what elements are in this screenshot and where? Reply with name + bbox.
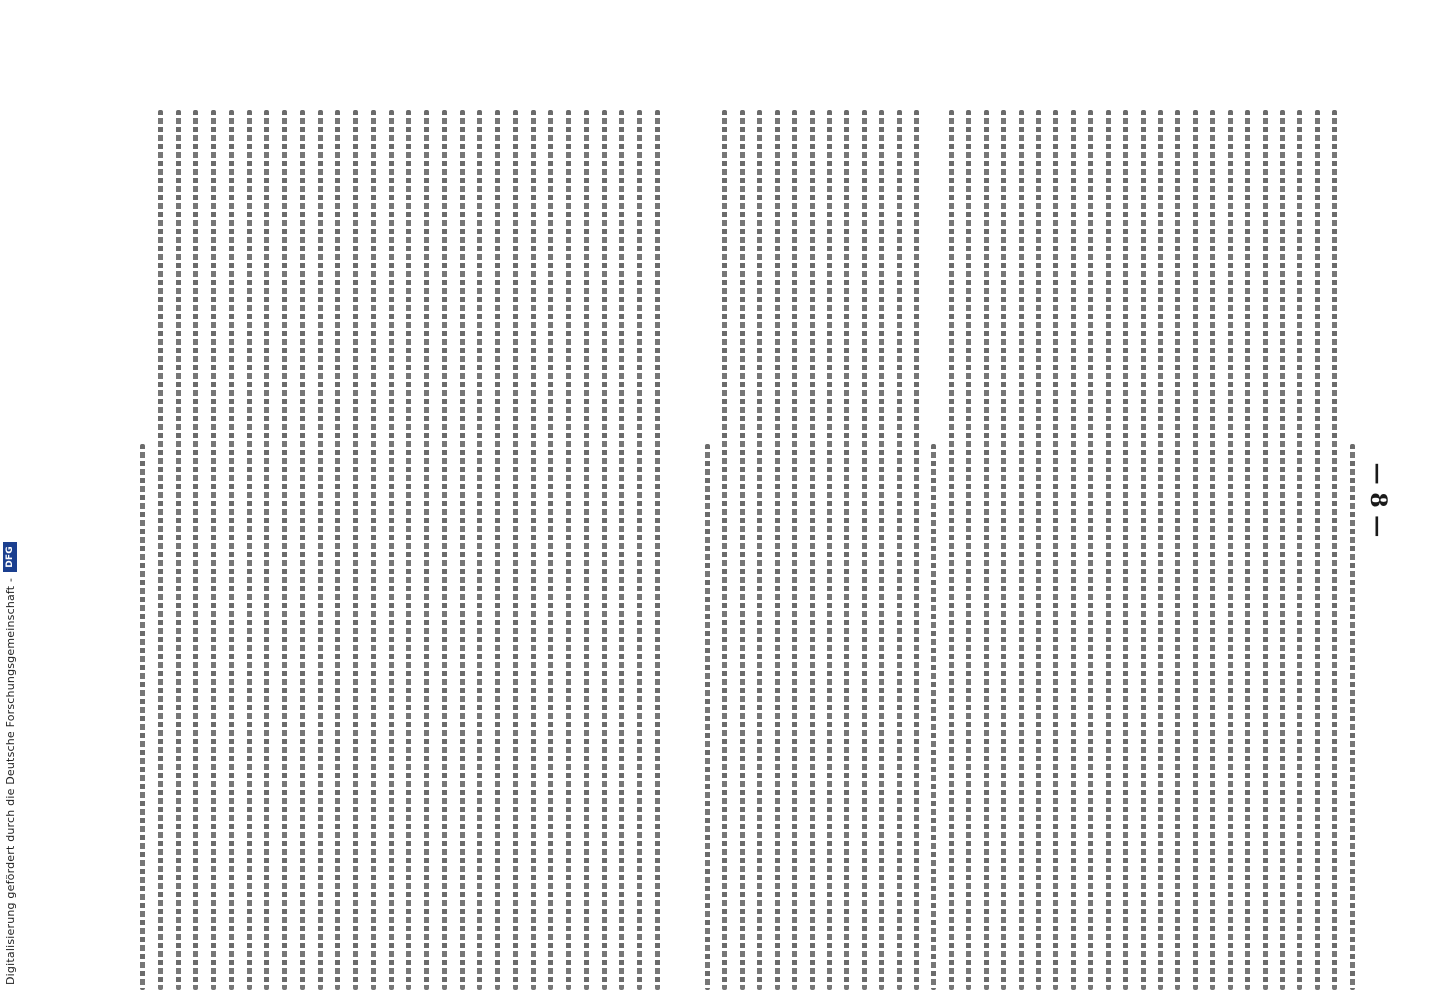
text-line	[176, 110, 181, 990]
text-line	[810, 110, 815, 990]
text-line	[531, 110, 536, 990]
text-line	[513, 110, 518, 990]
text-line	[931, 444, 936, 990]
text-line	[566, 110, 571, 990]
text-line	[879, 110, 884, 990]
text-line	[389, 110, 394, 990]
text-line	[371, 110, 376, 990]
text-line	[775, 110, 780, 990]
scanned-page	[60, 0, 1434, 1000]
text-line	[740, 110, 745, 990]
text-line	[1106, 110, 1111, 990]
text-line	[1001, 110, 1006, 990]
text-line	[862, 110, 867, 990]
text-line	[158, 110, 163, 990]
text-line	[335, 110, 340, 990]
text-line	[705, 444, 710, 990]
text-line	[655, 110, 660, 990]
text-line	[1332, 110, 1337, 990]
text-line	[1297, 110, 1302, 990]
text-line	[1245, 110, 1250, 990]
text-line	[584, 110, 589, 990]
text-line	[602, 110, 607, 990]
text-line	[897, 110, 902, 990]
text-line	[792, 110, 797, 990]
text-line	[140, 444, 145, 990]
text-line	[264, 110, 269, 990]
text-line	[966, 110, 971, 990]
text-line	[1315, 110, 1320, 990]
text-line	[1228, 110, 1233, 990]
text-line	[1019, 110, 1024, 990]
text-line	[1123, 110, 1128, 990]
text-line	[914, 110, 919, 990]
text-line	[619, 110, 624, 990]
text-line	[1350, 444, 1355, 990]
text-line	[637, 110, 642, 990]
text-line	[353, 110, 358, 990]
text-line	[300, 110, 305, 990]
text-line	[247, 110, 252, 990]
text-line	[844, 110, 849, 990]
text-line	[757, 110, 762, 990]
text-line	[1175, 110, 1180, 990]
text-line	[1263, 110, 1268, 990]
text-line	[1193, 110, 1198, 990]
text-line	[424, 110, 429, 990]
text-line	[827, 110, 832, 990]
text-line	[1036, 110, 1041, 990]
page-number: — 8 —	[1365, 462, 1391, 538]
text-line	[495, 110, 500, 990]
credit-text: Digitalisierung gefördert durch die Deutsche Forschungsgemeinschaft -	[3, 577, 17, 985]
text-line	[722, 110, 727, 990]
text-line	[1210, 110, 1215, 990]
text-line	[406, 110, 411, 990]
text-line	[193, 110, 198, 990]
text-line	[282, 110, 287, 990]
text-line	[1071, 110, 1076, 990]
text-line	[984, 110, 989, 990]
text-line	[949, 110, 954, 990]
text-line	[1158, 110, 1163, 990]
digitization-credit	[0, 0, 20, 985]
text-line	[1280, 110, 1285, 990]
dfg-logo: DFG	[3, 542, 17, 572]
text-line	[1088, 110, 1093, 990]
text-line	[460, 110, 465, 990]
text-line	[442, 110, 447, 990]
text-line	[211, 110, 216, 990]
text-line	[1053, 110, 1058, 990]
text-column-right	[705, 110, 1355, 990]
text-line	[1141, 110, 1146, 990]
text-line	[477, 110, 482, 990]
text-line	[318, 110, 323, 990]
text-line	[229, 110, 234, 990]
text-line	[548, 110, 553, 990]
text-column-left	[140, 110, 660, 990]
